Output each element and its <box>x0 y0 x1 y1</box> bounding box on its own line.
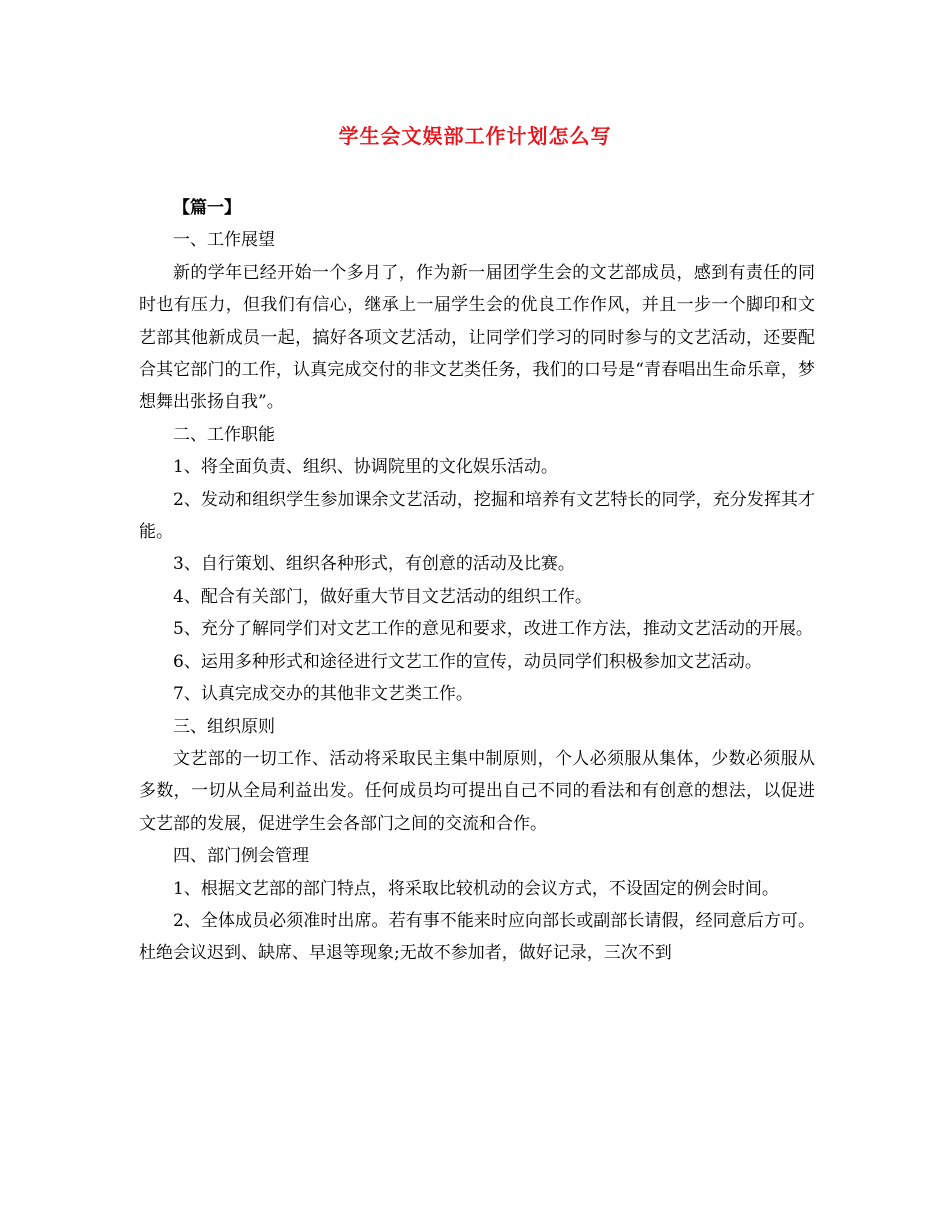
duty-item-2: 2、发动和组织学生参加课余文艺活动，挖掘和培养有文艺特长的同学，充分发挥其才能。 <box>139 489 815 543</box>
section-heading-4: 四、部门例会管理 <box>173 846 309 867</box>
paragraph-principles: 文艺部的一切工作、活动将采取民主集中制原则，个人必须服从集体，少数必须服从多数，一切从全局利益出发。任何成员均可提出自己不同的看法和有创意的想法，以促进文艺部的发展，促进学生会各部门之间的交流和合作。 <box>139 748 815 834</box>
section-heading-2: 二、工作职能 <box>173 424 275 445</box>
document-title: 学生会文娱部工作计划怎么写 <box>338 124 612 148</box>
duty-item-5: 5、充分了解同学们对文艺工作的意见和要求，改进工作方法，推动文艺活动的开展。 <box>173 619 813 640</box>
duty-item-3: 3、自行策划、组织各种形式，有创意的活动及比赛。 <box>173 554 575 575</box>
duty-item-6: 6、运用多种形式和途径进行文艺工作的宣传，动员同学们积极参加文艺活动。 <box>173 651 762 672</box>
duty-item-7: 7、认真完成交办的其他非文艺类工作。 <box>173 684 473 705</box>
meeting-item-2: 2、全体成员必须准时出席。若有事不能来时应向部长或副部长请假，经同意后方可。杜绝会议迟到、缺席、早退等现象;无故不参加者，做好记录，三次不到 <box>139 910 815 964</box>
paragraph-outlook: 新的学年已经开始一个多月了，作为新一届团学生会的文艺部成员，感到有责任的同时也有压力，但我们有信心，继承上一届学生会的优良工作作风，并且一步一个脚印和文艺部其他新成员一起，搞好各项文艺活动，让同学们学习的同时参与的文艺活动，还要配合其它部门的工作，认真完成交付的非文艺类任务，我们的口号是“青春唱出生命乐章，梦想舞出张扬自我”。 <box>139 262 815 413</box>
section-marker: 【篇一】 <box>173 198 241 218</box>
section-heading-3: 三、组织原则 <box>173 716 275 737</box>
section-heading-1: 一、工作展望 <box>173 230 275 251</box>
meeting-item-1: 1、根据文艺部的部门特点，将采取比较机动的会议方式，不设固定的例会时间。 <box>173 878 779 899</box>
document-body <box>139 192 815 970</box>
duty-item-4: 4、配合有关部门，做好重大节目文艺活动的组织工作。 <box>173 586 592 607</box>
duty-item-1: 1、将全面负责、组织、协调院里的文化娱乐活动。 <box>173 457 558 478</box>
